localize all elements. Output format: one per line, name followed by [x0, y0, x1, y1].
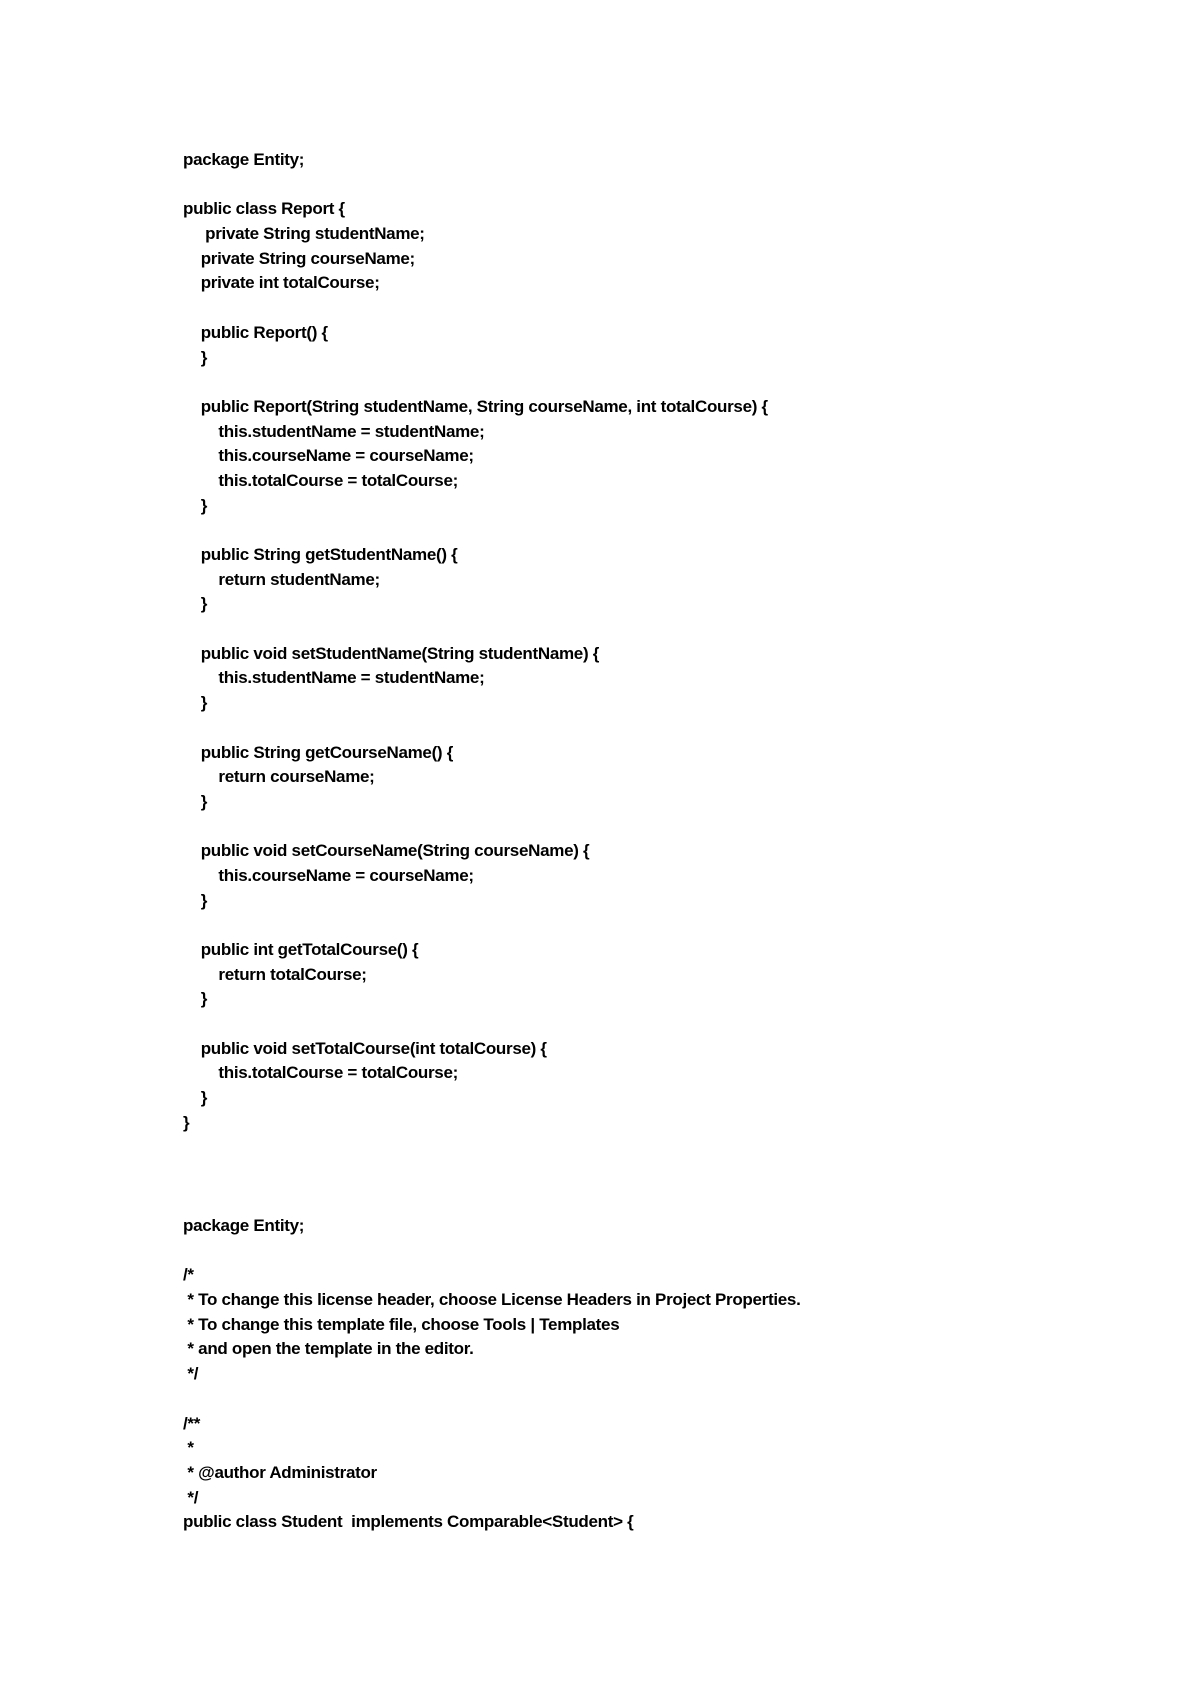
code-block-student-class	[183, 1214, 801, 1535]
code-line: return courseName;	[183, 767, 375, 787]
code-line	[183, 1239, 801, 1264]
code-line: private int totalCourse;	[183, 273, 380, 293]
code-line: }	[183, 347, 208, 367]
code-line: /**	[183, 1413, 201, 1433]
code-line: }	[183, 1088, 208, 1108]
code-line	[183, 370, 768, 395]
code-line: package Entity;	[183, 150, 305, 169]
code-line: public class Student implements Comparable<Student> {	[183, 1512, 634, 1532]
code-line: return totalCourse;	[183, 964, 367, 984]
code-line: public String getCourseName() {	[183, 742, 454, 762]
code-line: }	[183, 495, 208, 515]
code-line: */	[183, 1364, 199, 1384]
code-line: * To change this license header, choose License Headers in Project Properties.	[183, 1290, 801, 1310]
code-line: }	[183, 989, 208, 1009]
code-line: this.totalCourse = totalCourse;	[183, 470, 458, 490]
code-line: public Report(String studentName, String courseName, int totalCourse) {	[183, 396, 768, 416]
code-line: private String studentName;	[183, 224, 425, 244]
code-line: this.courseName = courseName;	[183, 446, 474, 466]
code-line: public void setTotalCourse(int totalCourse) {	[183, 1038, 547, 1058]
code-line: public void setStudentName(String studentName) {	[183, 643, 600, 663]
code-line: package Entity;	[183, 1216, 305, 1235]
code-line: this.studentName = studentName;	[183, 421, 485, 441]
code-line: * and open the template in the editor.	[183, 1339, 474, 1359]
code-line: * @author Administrator	[183, 1462, 377, 1482]
code-line: /*	[183, 1265, 194, 1285]
code-line: public Report() {	[183, 322, 328, 342]
code-line: private String courseName;	[183, 248, 415, 268]
code-line: *	[183, 1438, 194, 1458]
code-line	[183, 518, 768, 543]
code-line: }	[183, 693, 208, 713]
code-line: return studentName;	[183, 569, 380, 589]
code-line	[183, 815, 768, 840]
code-line	[183, 1012, 768, 1037]
code-line: }	[183, 594, 208, 614]
code-line: public int getTotalCourse() {	[183, 940, 419, 959]
code-line	[183, 617, 768, 642]
code-line	[183, 716, 768, 741]
code-line: * To change this template file, choose Tools | Templates	[183, 1314, 620, 1334]
code-line: }	[183, 791, 208, 811]
code-line	[183, 173, 768, 198]
code-line: this.studentName = studentName;	[183, 668, 485, 688]
code-line	[183, 296, 768, 321]
code-line	[183, 1387, 801, 1412]
code-line: }	[183, 1112, 190, 1132]
code-line: public String getStudentName() {	[183, 545, 458, 564]
code-line: }	[183, 890, 208, 910]
code-line	[183, 913, 768, 938]
code-line: this.totalCourse = totalCourse;	[183, 1063, 458, 1083]
code-line: this.courseName = courseName;	[183, 865, 474, 885]
code-line: */	[183, 1487, 199, 1507]
code-line: public void setCourseName(String courseName) {	[183, 841, 590, 861]
code-line: public class Report {	[183, 199, 345, 219]
code-block-report-class	[183, 148, 768, 1136]
